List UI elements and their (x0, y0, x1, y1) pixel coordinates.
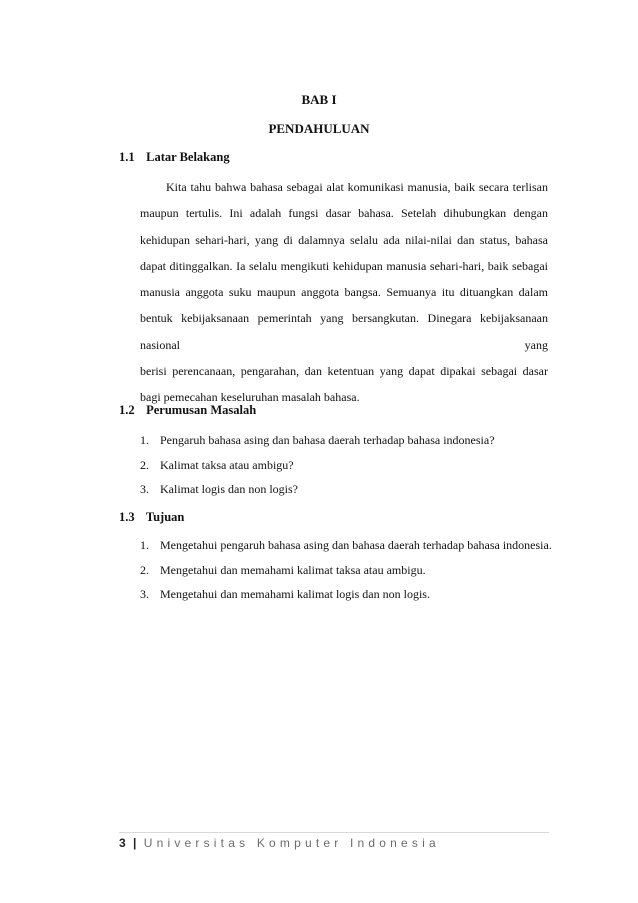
problems-list (140, 428, 560, 502)
list-item: 2. Mengetahui dan memahami kalimat taksa atau ambigu. (140, 562, 426, 577)
background-paragraph (140, 174, 548, 411)
section-number: 1.1 (119, 150, 135, 164)
paragraph-line: berisi perencanaan, pengarahan, dan ketentuan yang dapat dipakai sebagai dasar (140, 364, 548, 379)
list-item: 2. Kalimat taksa atau ambigu? (140, 457, 294, 472)
section-number: 1.2 (119, 403, 135, 417)
footer-divider (119, 832, 549, 833)
section-heading-problems (119, 403, 256, 418)
paragraph-line: bentuk kebijaksanaan pemerintah yang bersangkutan. Dinegara kebijaksanaan (140, 311, 548, 326)
page-footer (119, 836, 440, 850)
paragraph-line: maupun tertulis. Ini adalah fungsi dasar bahasa. Setelah dihubungkan dengan (140, 206, 548, 221)
list-item: 1. Mengetahui pengaruh bahasa asing dan bahasa daerah terhadap bahasa indonesia. (140, 538, 552, 552)
paragraph-line: nasional yang (140, 337, 548, 352)
paragraph-line: kehidupan sehari-hari, yang di dalamnya selalu ada nilai-nilai dan status, bahasa (140, 232, 548, 247)
section-title: Perumusan Masalah (146, 403, 257, 417)
section-title: Tujuan (145, 510, 185, 524)
list-item: 3. Mengetahui dan memahami kalimat logis dan non logis. (140, 587, 430, 601)
section-title: Latar Belakang (146, 150, 230, 164)
footer-separator: | (133, 836, 137, 850)
section-number: 1.3 (119, 510, 135, 524)
section-heading-goals (119, 510, 184, 525)
list-item: 3. Kalimat logis dan non logis? (140, 482, 298, 496)
footer-organization: Universitas Komputer Indonesia (143, 836, 440, 850)
paragraph-line: bagi pemecahan keseluruhan masalah bahasa. (140, 390, 360, 405)
chapter-title: PENDAHULUAN (268, 121, 370, 136)
list-item: 1. Pengaruh bahasa asing dan bahasa daerah terhadap bahasa indonesia? (140, 433, 495, 447)
chapter-label: BAB I (301, 92, 337, 107)
section-heading-background (119, 150, 230, 165)
paragraph-line: manusia anggota suku maupun anggota bangsa. Semuanya itu dituangkan dalam (140, 285, 548, 300)
goals-list (140, 533, 560, 607)
page-number: 3 (119, 836, 126, 850)
paragraph-line: dapat ditinggalkan. Ia selalu mengikuti kehidupan manusia sehari-hari, baik sebagai (140, 258, 548, 273)
paragraph-line: Kita tahu bahwa bahasa sebagai alat komunikasi manusia, baik secara terlisan (166, 180, 548, 194)
